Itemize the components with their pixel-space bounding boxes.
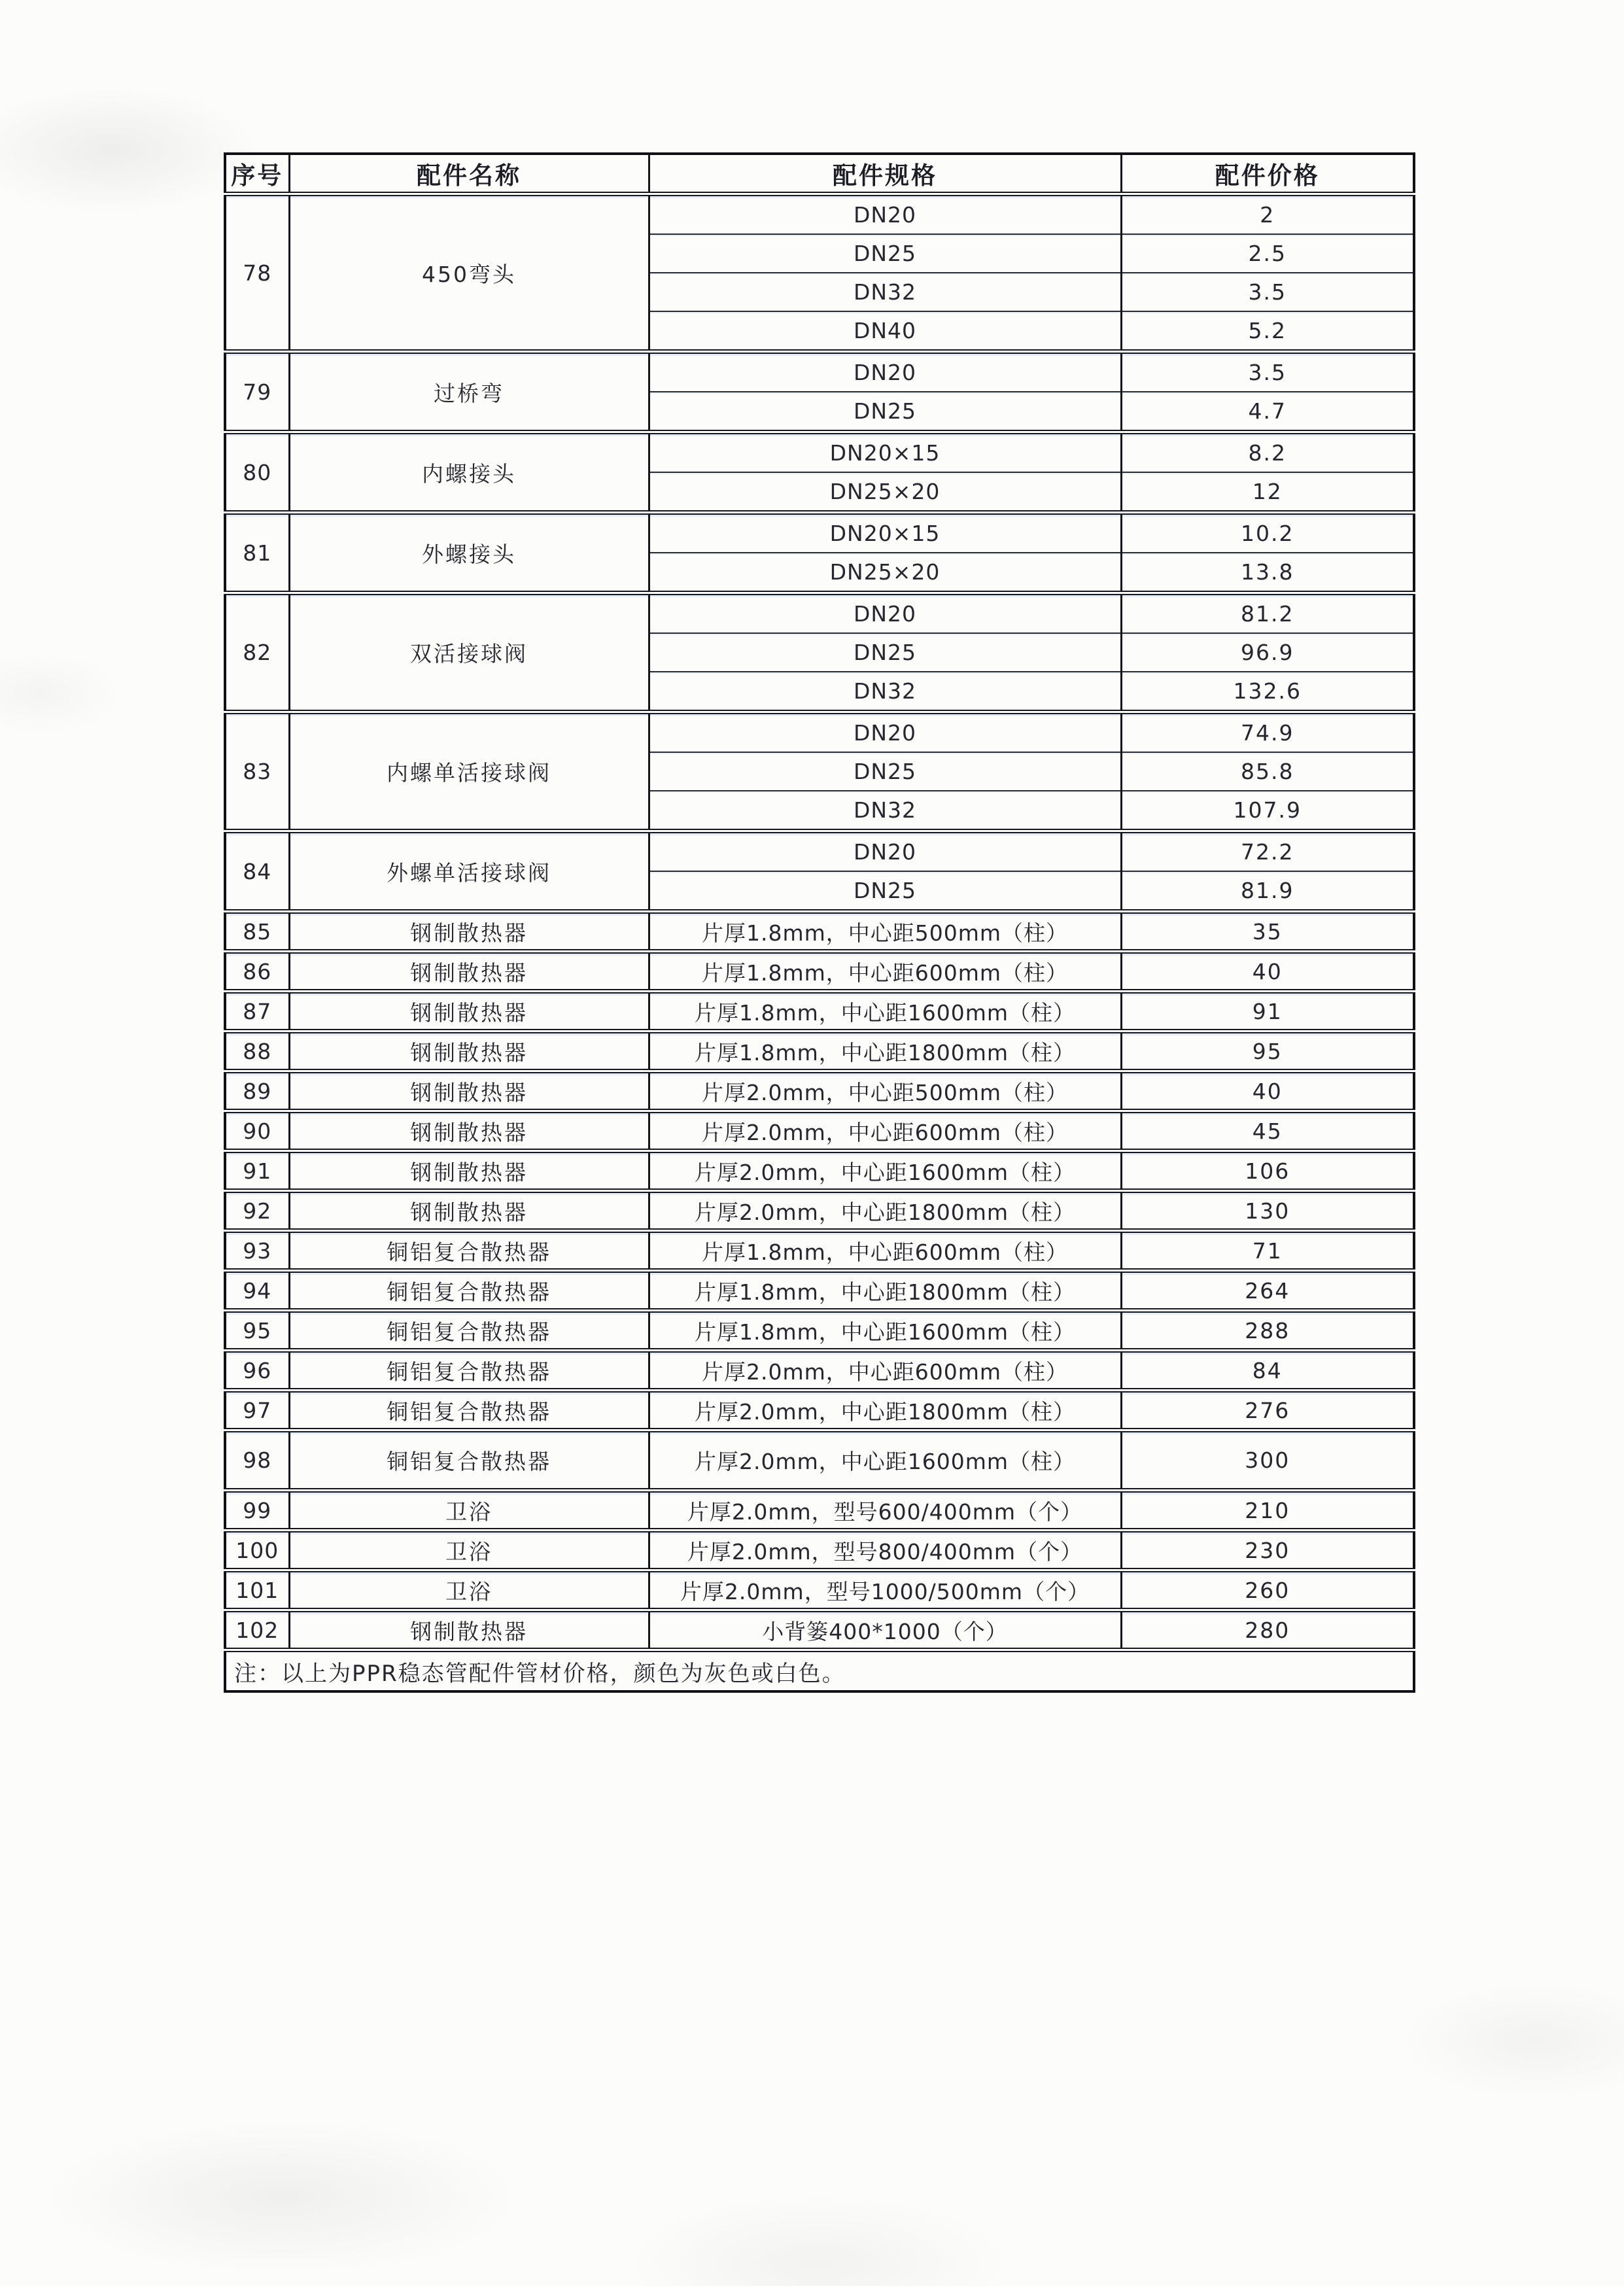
header-part-price: 配件价格 [1121, 154, 1414, 194]
serial-cell: 94 [225, 1271, 289, 1311]
name-cell: 钢制散热器 [289, 1151, 649, 1191]
serial-cell: 84 [225, 831, 289, 912]
spec-cell: DN20×15 [649, 432, 1121, 473]
price-cell: 12 [1121, 472, 1414, 513]
serial-cell: 100 [225, 1531, 289, 1570]
price-cell: 81.2 [1121, 593, 1414, 634]
name-cell: 钢制散热器 [289, 1191, 649, 1231]
table-row [225, 1570, 1414, 1610]
table-row [225, 1610, 1414, 1650]
serial-cell: 89 [225, 1071, 289, 1111]
spec-cell: 片厚1.8mm，中心距1600mm（柱） [649, 1311, 1121, 1351]
price-cell: 72.2 [1121, 831, 1414, 872]
price-cell: 300 [1121, 1430, 1414, 1491]
name-cell: 钢制散热器 [289, 1610, 649, 1650]
price-cell: 130 [1121, 1191, 1414, 1231]
price-cell: 276 [1121, 1391, 1414, 1430]
name-cell: 外螺接头 [289, 513, 649, 593]
price-cell: 45 [1121, 1111, 1414, 1151]
spec-cell: 小背篓400*1000（个） [649, 1610, 1121, 1650]
spec-cell: 片厚1.8mm，中心距600mm（柱） [649, 952, 1121, 992]
price-cell: 71 [1121, 1231, 1414, 1271]
price-cell: 40 [1121, 1071, 1414, 1111]
spec-cell: 片厚2.0mm，中心距600mm（柱） [649, 1111, 1121, 1151]
serial-cell: 86 [225, 952, 289, 992]
serial-cell: 80 [225, 432, 289, 513]
table-row [225, 1351, 1414, 1391]
price-cell: 96.9 [1121, 633, 1414, 672]
table-row [225, 1491, 1414, 1531]
price-cell: 230 [1121, 1531, 1414, 1570]
price-cell: 2.5 [1121, 234, 1414, 273]
serial-cell: 95 [225, 1311, 289, 1351]
table-footer [225, 1650, 1414, 1692]
name-cell: 铜铝复合散热器 [289, 1311, 649, 1351]
spec-cell: 片厚2.0mm，中心距600mm（柱） [649, 1351, 1121, 1391]
spec-cell: DN25×20 [649, 553, 1121, 593]
table-row [225, 194, 1414, 235]
price-cell: 35 [1121, 912, 1414, 952]
price-cell: 85.8 [1121, 752, 1414, 791]
name-cell: 铜铝复合散热器 [289, 1351, 649, 1391]
name-cell: 内螺单活接球阀 [289, 712, 649, 831]
spec-cell: DN40 [649, 311, 1121, 352]
spec-cell: DN20 [649, 831, 1121, 872]
table-row [225, 1071, 1414, 1111]
table-row [225, 952, 1414, 992]
spec-cell: DN20 [649, 712, 1121, 753]
name-cell: 钢制散热器 [289, 1031, 649, 1071]
price-cell: 95 [1121, 1031, 1414, 1071]
price-cell: 91 [1121, 992, 1414, 1031]
name-cell: 卫浴 [289, 1531, 649, 1570]
header-row [225, 154, 1414, 194]
name-cell: 铜铝复合散热器 [289, 1231, 649, 1271]
price-cell: 288 [1121, 1311, 1414, 1351]
table-row [225, 1531, 1414, 1570]
spec-cell: DN25 [649, 392, 1121, 432]
serial-cell: 96 [225, 1351, 289, 1391]
name-cell: 铜铝复合散热器 [289, 1391, 649, 1430]
spec-cell: 片厚1.8mm，中心距1800mm（柱） [649, 1031, 1121, 1071]
spec-cell: DN25 [649, 234, 1121, 273]
serial-cell: 90 [225, 1111, 289, 1151]
spec-cell: DN20 [649, 352, 1121, 392]
table-row [225, 1111, 1414, 1151]
name-cell: 双活接球阀 [289, 593, 649, 712]
table-row [225, 992, 1414, 1031]
table-row [225, 1151, 1414, 1191]
table-body [225, 194, 1414, 1650]
spec-cell: DN32 [649, 672, 1121, 712]
spec-cell: 片厚2.0mm，中心距1800mm（柱） [649, 1191, 1121, 1231]
price-cell: 106 [1121, 1151, 1414, 1191]
price-cell: 3.5 [1121, 273, 1414, 311]
serial-cell: 87 [225, 992, 289, 1031]
spec-cell: DN32 [649, 273, 1121, 311]
price-cell: 84 [1121, 1351, 1414, 1391]
spec-cell: 片厚1.8mm，中心距1600mm（柱） [649, 992, 1121, 1031]
table-row [225, 1430, 1414, 1491]
spec-cell: 片厚1.8mm，中心距1800mm（柱） [649, 1271, 1121, 1311]
name-cell: 铜铝复合散热器 [289, 1430, 649, 1491]
spec-cell: 片厚1.8mm，中心距600mm（柱） [649, 1231, 1121, 1271]
header-part-spec: 配件规格 [649, 154, 1121, 194]
spec-cell: DN20×15 [649, 513, 1121, 553]
header-part-name: 配件名称 [289, 154, 649, 194]
spec-cell: DN25×20 [649, 472, 1121, 513]
table-row [225, 1031, 1414, 1071]
table-row [225, 831, 1414, 872]
spec-cell: DN32 [649, 791, 1121, 831]
name-cell: 钢制散热器 [289, 952, 649, 992]
price-cell: 264 [1121, 1271, 1414, 1311]
name-cell: 钢制散热器 [289, 912, 649, 952]
note-row [225, 1650, 1414, 1692]
price-cell: 132.6 [1121, 672, 1414, 712]
parts-price-table [224, 152, 1415, 1693]
price-cell: 210 [1121, 1491, 1414, 1531]
name-cell: 450弯头 [289, 194, 649, 352]
name-cell: 卫浴 [289, 1491, 649, 1531]
table-row [225, 1311, 1414, 1351]
price-cell: 280 [1121, 1610, 1414, 1650]
spec-cell: DN20 [649, 194, 1121, 235]
price-cell: 4.7 [1121, 392, 1414, 432]
spec-cell: 片厚2.0mm，中心距500mm（柱） [649, 1071, 1121, 1111]
spec-cell: DN25 [649, 752, 1121, 791]
spec-cell: DN20 [649, 593, 1121, 634]
name-cell: 过桥弯 [289, 352, 649, 432]
table-header [225, 154, 1414, 194]
table-row [225, 1191, 1414, 1231]
serial-cell: 101 [225, 1570, 289, 1610]
header-serial-number: 序号 [225, 154, 289, 194]
price-cell: 40 [1121, 952, 1414, 992]
spec-cell: 片厚2.0mm，型号600/400mm（个） [649, 1491, 1121, 1531]
serial-cell: 93 [225, 1231, 289, 1271]
serial-cell: 92 [225, 1191, 289, 1231]
name-cell: 卫浴 [289, 1570, 649, 1610]
note-text: 注：以上为PPR稳态管配件管材价格，颜色为灰色或白色。 [225, 1650, 1414, 1692]
price-cell: 8.2 [1121, 432, 1414, 473]
name-cell: 钢制散热器 [289, 1071, 649, 1111]
table-row [225, 352, 1414, 392]
serial-cell: 79 [225, 352, 289, 432]
price-cell: 74.9 [1121, 712, 1414, 753]
table-row [225, 712, 1414, 753]
serial-cell: 97 [225, 1391, 289, 1430]
price-cell: 10.2 [1121, 513, 1414, 553]
table-row [225, 432, 1414, 473]
serial-cell: 99 [225, 1491, 289, 1531]
serial-cell: 81 [225, 513, 289, 593]
spec-cell: 片厚2.0mm，型号800/400mm（个） [649, 1531, 1121, 1570]
serial-cell: 98 [225, 1430, 289, 1491]
name-cell: 内螺接头 [289, 432, 649, 513]
table-row [225, 1391, 1414, 1430]
price-cell: 13.8 [1121, 553, 1414, 593]
serial-cell: 91 [225, 1151, 289, 1191]
table-row [225, 513, 1414, 553]
name-cell: 外螺单活接球阀 [289, 831, 649, 912]
price-cell: 2 [1121, 194, 1414, 235]
price-cell: 5.2 [1121, 311, 1414, 352]
price-cell: 81.9 [1121, 871, 1414, 912]
serial-cell: 83 [225, 712, 289, 831]
serial-cell: 102 [225, 1610, 289, 1650]
name-cell: 钢制散热器 [289, 1111, 649, 1151]
name-cell: 钢制散热器 [289, 992, 649, 1031]
spec-cell: 片厚2.0mm，型号1000/500mm（个） [649, 1570, 1121, 1610]
serial-cell: 88 [225, 1031, 289, 1071]
serial-cell: 82 [225, 593, 289, 712]
spec-cell: 片厚2.0mm，中心距1800mm（柱） [649, 1391, 1121, 1430]
table-row [225, 1271, 1414, 1311]
serial-cell: 78 [225, 194, 289, 352]
price-cell: 107.9 [1121, 791, 1414, 831]
table-row [225, 912, 1414, 952]
name-cell: 铜铝复合散热器 [289, 1271, 649, 1311]
price-cell: 3.5 [1121, 352, 1414, 392]
spec-cell: DN25 [649, 633, 1121, 672]
table-row [225, 593, 1414, 634]
spec-cell: 片厚2.0mm，中心距1600mm（柱） [649, 1430, 1121, 1491]
table-row [225, 1231, 1414, 1271]
spec-cell: 片厚2.0mm，中心距1600mm（柱） [649, 1151, 1121, 1191]
spec-cell: 片厚1.8mm，中心距500mm（柱） [649, 912, 1121, 952]
price-cell: 260 [1121, 1570, 1414, 1610]
spec-cell: DN25 [649, 871, 1121, 912]
serial-cell: 85 [225, 912, 289, 952]
